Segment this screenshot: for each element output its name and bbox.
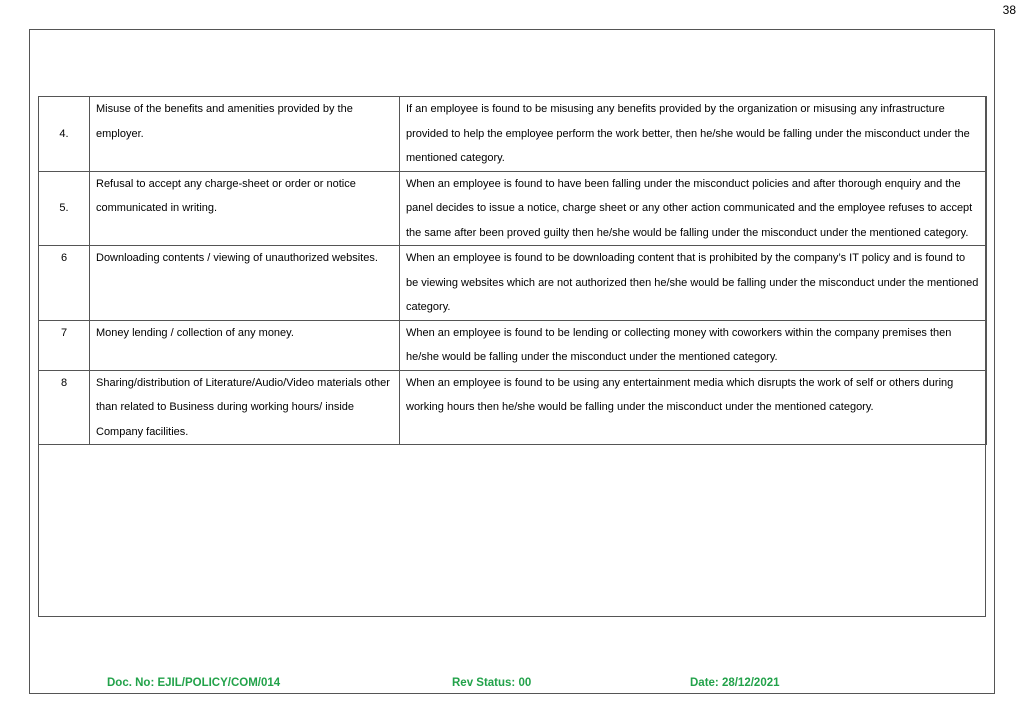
doc-date: Date: 28/12/2021 (690, 677, 780, 689)
misconduct-description: When an employee is found to be lending or collecting money with coworkers within the company premises then he/she would be falling under the misconduct under the mentioned category. (400, 320, 987, 370)
doc-number: Doc. No: EJIL/POLICY/COM/014 (107, 677, 281, 689)
misconduct-title: Refusal to accept any charge-sheet or order or notice communicated in writing. (90, 171, 400, 246)
misconduct-title: Sharing/distribution of Literature/Audio/Video materials other than related to Business during working hours/ inside Company facilities. (90, 370, 400, 445)
row-number: 5. (39, 171, 90, 246)
table-row (39, 97, 987, 172)
row-number: 4. (39, 97, 90, 172)
misconduct-description: When an employee is found to have been falling under the misconduct policies and after thorough enquiry and the panel decides to issue a notice, charge sheet or any other action communicated and the employee refuses to accept the same after been proved guilty then he/she would be falling under the misconduct under the mentioned category. (400, 171, 987, 246)
misconduct-title: Downloading contents / viewing of unauthorized websites. (90, 246, 400, 321)
row-number: 7 (39, 320, 90, 370)
table-row (39, 320, 987, 370)
misconduct-title: Misuse of the benefits and amenities provided by the employer. (90, 97, 400, 172)
row-number: 6 (39, 246, 90, 321)
misconduct-description: When an employee is found to be downloading content that is prohibited by the company’s IT policy and is found to be viewing websites which are not authorized then he/she would be falling under the misconduct under the mentioned category. (400, 246, 987, 321)
misconduct-table (38, 96, 987, 445)
table-row (39, 246, 987, 321)
rev-status: Rev Status: 00 (452, 677, 532, 689)
page-number: 38 (1002, 3, 1016, 17)
misconduct-description: If an employee is found to be misusing any benefits provided by the organization or misusing any infrastructure provided to help the employee perform the work better, then he/she would be falling under the misconduct under the mentioned category. (400, 97, 987, 172)
misconduct-description: When an employee is found to be using any entertainment media which disrupts the work of self or others during working hours then he/she would be falling under the misconduct under the mentioned category. (400, 370, 987, 445)
table-row (39, 370, 987, 445)
table-row (39, 171, 987, 246)
misconduct-title: Money lending / collection of any money. (90, 320, 400, 370)
row-number: 8 (39, 370, 90, 445)
